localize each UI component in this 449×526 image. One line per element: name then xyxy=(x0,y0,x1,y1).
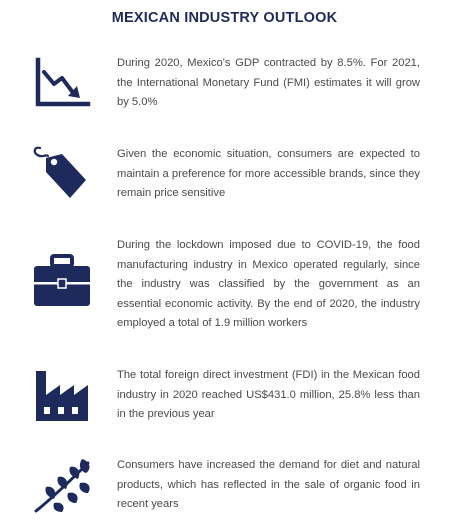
leaf-branch-icon xyxy=(30,455,94,515)
declining-chart-icon xyxy=(30,54,94,114)
outlook-text-organic: Consumers have increased the demand for diet and natural products, which has reflected in the sale of organic food in recent years xyxy=(117,459,420,510)
outlook-text-gdp: During 2020, Mexico's GDP contracted by 8.5%. For 2021, the International Monetary Fund (FMI) estimates it will grow by 5.0% xyxy=(117,57,420,108)
page-title: MEXICAN INDUSTRY OUTLOOK xyxy=(111,10,338,26)
briefcase-icon xyxy=(30,252,94,312)
price-tag-icon xyxy=(30,142,94,202)
outlook-text-employment: During the lockdown imposed due to COVID-19, the food manufacturing industry in Mexico operated regularly, since the industry was classified by the government as an essential economic activity. By the end of 2020, the industry employed a total of 1.9 million workers xyxy=(117,239,420,329)
outlook-text-prices: Given the economic situation, consumers are expected to maintain a preference for more accessible brands, since they remain price sensitive xyxy=(117,148,420,199)
factory-icon xyxy=(30,367,94,427)
outlook-text-fdi: The total foreign direct investment (FDI) in the Mexican food industry in 2020 reached US$431.0 million, 25.8% less than in the previous year xyxy=(117,369,420,420)
